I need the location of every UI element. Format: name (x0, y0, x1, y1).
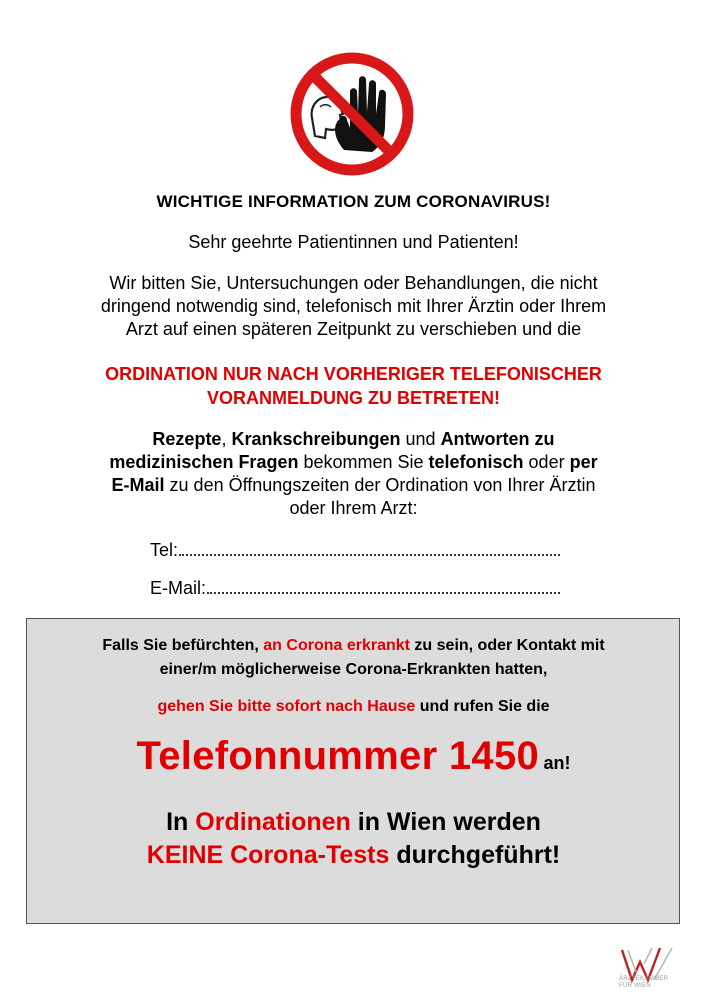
page-title: WICHTIGE INFORMATION ZUM CORONAVIRUS! (156, 192, 551, 211)
info-line (0, 451, 707, 474)
tel-field (150, 540, 560, 561)
email-dotted-line (207, 591, 560, 594)
tests-text: In (166, 808, 196, 836)
tests-text: in Wien werden (350, 808, 541, 836)
logo-line: FÜR WIEN (619, 983, 652, 989)
info-text: , (221, 429, 232, 449)
intro-line: dringend notwendig sind, telefonisch mit Ihrer Ärztin oder Ihrem (100, 296, 607, 316)
info-text: bekommen Sie (298, 452, 429, 472)
info-bold: medizinischen Fragen (109, 452, 299, 472)
intro-line: Arzt auf einen späteren Zeitpunkt zu verschieben und die (125, 319, 582, 339)
tel-label: Tel: (150, 540, 179, 560)
info-text: zu den Öffnungszeiten der Ordination von Ihrer Ärztin (164, 475, 596, 495)
info-bold: Krankschreibungen (231, 429, 401, 449)
email-label: E-Mail: (150, 578, 207, 598)
intro-line: Wir bitten Sie, Untersuchungen oder Behandlungen, die nicht (109, 273, 598, 293)
info-bold: per (569, 452, 598, 472)
tests-red-text: KEINE Corona-Tests (146, 841, 390, 869)
tests-line (0, 806, 707, 839)
phone-number: Telefonnummer 1450 (136, 734, 540, 778)
phone-suffix: an! (543, 753, 571, 773)
info-line (0, 428, 707, 451)
warning-line: ORDINATION NUR NACH VORHERIGER TELEFONISCHER (105, 364, 602, 384)
info-line: oder Ihrem Arzt: (289, 498, 418, 518)
go-home-text: und rufen Sie die (415, 698, 550, 715)
box-text: zu sein, oder Kontakt mit (409, 637, 605, 654)
greeting-text: Sehr geehrte Patientinnen und Patienten! (188, 232, 519, 252)
stop-hand-prohibition-icon (290, 52, 414, 176)
tests-text: durchgeführt! (389, 841, 561, 869)
info-line (0, 474, 707, 497)
logo-line: ÄRZTEKAMMER (619, 976, 669, 982)
box-text: Falls Sie befürchten, (102, 637, 264, 654)
box-line: einer/m möglicherweise Corona-Erkrankten hatten, (159, 661, 548, 678)
box-line (0, 634, 707, 658)
tests-line (0, 839, 707, 872)
info-bold: E-Mail (111, 475, 165, 495)
box-paragraph (0, 634, 707, 682)
info-paragraph (0, 428, 707, 520)
info-text: oder (523, 452, 570, 472)
warning-notice (0, 362, 707, 410)
intro-paragraph (0, 272, 707, 341)
box-red-text: an Corona erkrankt (263, 637, 410, 654)
no-tests-notice (0, 806, 707, 872)
tel-dotted-line (179, 553, 560, 556)
info-text: und (400, 429, 441, 449)
go-home-red-text: gehen Sie bitte sofort nach Hause (157, 698, 416, 715)
email-field (150, 578, 560, 599)
go-home-line (0, 698, 707, 716)
tests-red-text: Ordinationen (195, 808, 351, 836)
info-bold: telefonisch (428, 452, 524, 472)
info-bold: Antworten zu (440, 429, 555, 449)
logo-text (619, 976, 679, 990)
phone-number-line (0, 734, 707, 779)
info-bold: Rezepte (152, 429, 222, 449)
warning-line: VORANMELDUNG ZU BETRETEN! (207, 388, 500, 408)
